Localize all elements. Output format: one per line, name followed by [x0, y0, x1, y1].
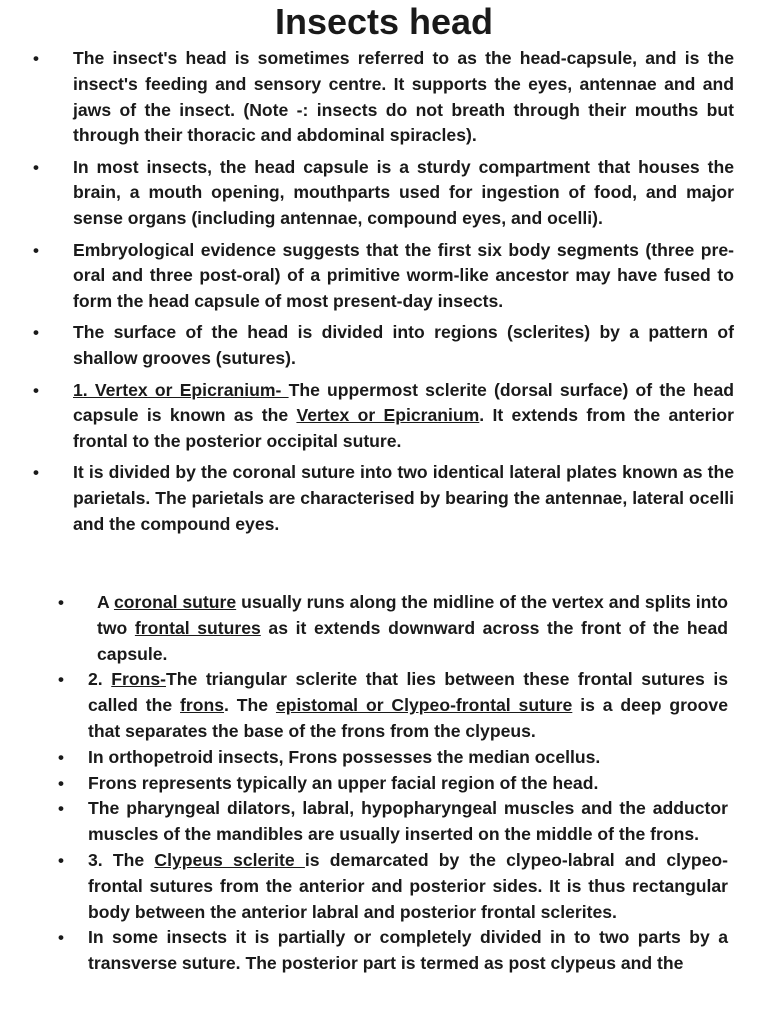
- term-frons: frons: [180, 695, 225, 716]
- bullet-text: The insect's head is sometimes referred to as the head-capsule, and is the insect's feeding and sensory centre. It supports the eyes, antennae and and jaws of the insect. (Note -: insects do not breath through their mouths but through their thoracic and abdominal spiracles).: [73, 48, 734, 146]
- term-frontal-sutures: frontal sutures: [134, 617, 261, 638]
- list-item: [0, 796, 768, 848]
- bullet-text: Embryological evidence suggests that the first six body segments (three pre-oral and three post-oral) of a primitive worm-like ancestor may have fused to form the head capsule of most present-day insects.: [73, 239, 734, 312]
- list-item: [0, 155, 768, 232]
- page-title: Insects head: [274, 1, 494, 42]
- bullet-text: A: [97, 592, 114, 612]
- bullet-icon: •: [33, 380, 39, 400]
- list-item: [0, 590, 768, 667]
- term-coronal-suture: coronal suture: [113, 592, 237, 612]
- term-vertex: Vertex or Epicranium: [296, 405, 480, 426]
- list-item: [0, 667, 768, 744]
- bullet-text: . It extends from the anterior frontal to the posterior occipital suture.: [73, 405, 734, 452]
- bullet-icon: •: [33, 240, 39, 260]
- bullet-text: In some insects it is partially or completely divided in to two parts by a transverse suture. The posterior part is termed as post clypeus and the: [88, 927, 728, 974]
- bullet-text: 2.: [88, 669, 112, 690]
- bullet-icon: •: [58, 747, 64, 767]
- term-vertex-heading: 1. Vertex or Epicranium-: [73, 379, 289, 400]
- term-epistomal-suture: epistomal or Clypeo-frontal suture: [275, 695, 573, 716]
- bullet-icon: •: [33, 463, 39, 483]
- bullet-text: as it extends downward across the front of the head capsule.: [97, 617, 728, 664]
- bullet-text: The surface of the head is divided into regions (sclerites) by a pattern of shallow grooves (sutures).: [73, 322, 734, 369]
- bullet-text: In orthopetroid insects, Frons possesses the median ocellus.: [88, 746, 601, 767]
- bullet-icon: •: [33, 157, 39, 177]
- bullet-text: The pharyngeal dilators, labral, hypopharyngeal muscles and the adductor muscles of the mandibles are usually inserted on the middle of the frons.: [88, 798, 728, 845]
- bullet-icon: •: [58, 773, 64, 793]
- bullet-text: The triangular sclerite that lies between these frontal sutures is called the: [88, 669, 728, 716]
- bullet-text: Frons represents typically an upper facial region of the head.: [88, 772, 599, 793]
- list-item: [0, 46, 768, 149]
- list-item: [0, 848, 768, 925]
- bullet-icon: •: [58, 799, 64, 819]
- bullet-list-secondary: [0, 590, 768, 977]
- list-item: [0, 771, 768, 797]
- bullet-text: In most insects, the head capsule is a sturdy compartment that houses the brain, a mouth opening, mouthparts used for ingestion of food, and major sense organs (including antennae, compound eyes, and ocelli).: [73, 156, 734, 229]
- bullet-list-main: [0, 46, 768, 543]
- bullet-text: It is divided by the coronal suture into two identical lateral plates known as the parietals. The parietals are characterised by bearing the antennae, lateral ocelli and the compound eyes.: [73, 462, 734, 535]
- bullet-icon: •: [33, 49, 39, 68]
- bullet-icon: •: [58, 593, 64, 612]
- bullet-icon: •: [33, 323, 39, 343]
- bullet-text: . The: [224, 695, 276, 716]
- term-clypeus-sclerite: Clypeus sclerite: [154, 849, 305, 870]
- list-item: [0, 745, 768, 771]
- bullet-icon: •: [58, 850, 64, 870]
- list-item: [0, 460, 768, 537]
- bullet-text: is demarcated by the clypeo-labral and clypeo-frontal sutures from the anterior and posterior sides. It is thus rectangular body between the anterior labral and posterior frontal sclerites.: [88, 849, 728, 922]
- list-item: [0, 378, 768, 455]
- bullet-icon: •: [58, 670, 64, 690]
- list-item: [0, 238, 768, 315]
- bullet-text: is a deep groove that separates the base of the frons from the clypeus.: [88, 695, 728, 741]
- bullet-text: usually runs along the midline of the vertex and splits into two: [97, 592, 728, 638]
- term-frons-heading: Frons-: [111, 669, 166, 690]
- list-item: [0, 320, 768, 372]
- bullet-text: 3. The: [88, 849, 155, 870]
- list-item: [0, 925, 768, 977]
- bullet-text: The uppermost sclerite (dorsal surface) of the head capsule is known as the: [73, 379, 734, 426]
- bullet-icon: •: [58, 928, 64, 948]
